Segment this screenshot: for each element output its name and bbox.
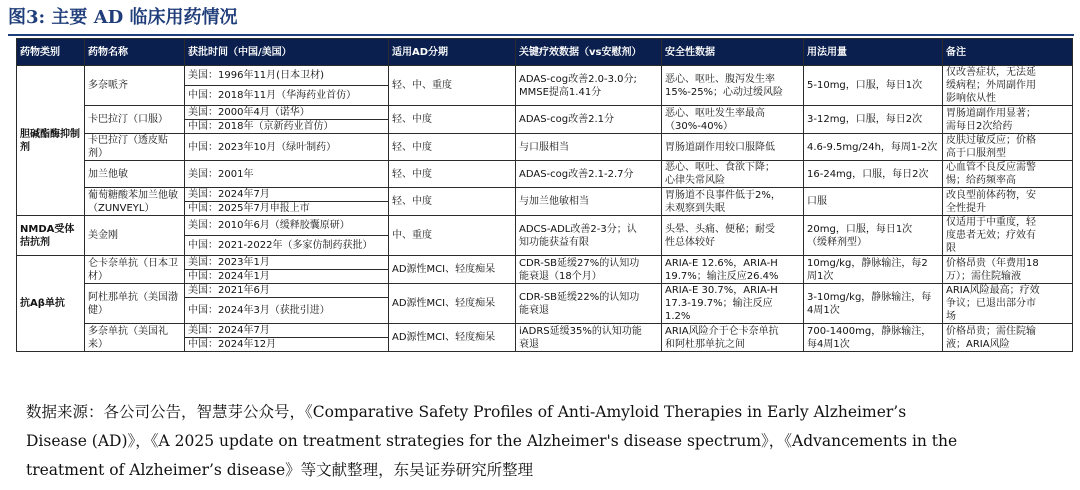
drug-name-cell: 仑卡奈单抗（日本卫材） [85, 256, 185, 284]
cell-text: 4.6-9.5mg/24h，每周1-2次 [807, 141, 938, 153]
cell-text: 美国：2000年4月（诺华） [188, 107, 310, 118]
cell-text: 中国：2023年10月（绿叶制药） [188, 141, 337, 153]
drug-name-cell: 多奈哌齐 [85, 66, 185, 106]
cell-text: 17.3-19.7%；输注反应 [665, 298, 773, 309]
cell-text: 美国：2023年1月 [188, 257, 270, 268]
cell-text: 心血管不良反应需警 [946, 162, 1036, 173]
cell-text: 场 [946, 311, 956, 322]
column-header: 药物名称 [85, 39, 185, 66]
dosage-cell [804, 284, 943, 324]
table-row [17, 216, 1073, 236]
approval-cell [185, 216, 389, 236]
dosage-cell [804, 324, 943, 352]
cell-text: 4周1次 [807, 304, 840, 316]
figure-title: 图3: 主要 AD 临床用药情况 [8, 7, 238, 28]
column-header: 获批时间（中国/美国） [185, 39, 389, 66]
cell-text: 10mg/kg，静脉输注，每2 [807, 257, 928, 269]
dosage-cell [804, 106, 943, 134]
table-row [17, 106, 1073, 120]
efficacy-cell [516, 324, 662, 352]
cell-text: 和阿杜那单抗之间 [665, 338, 745, 350]
safety-cell [662, 134, 804, 161]
drug-name-cell: 美金刚 [85, 216, 185, 256]
cell-text: 仅改善症状，无法延 [946, 67, 1036, 78]
drug-name-cell: 卡巴拉汀（口服） [85, 106, 185, 134]
approval-cell [185, 256, 389, 270]
notes-cell [943, 324, 1073, 352]
cell-text: ADAS-cog改善2.0-3.0分; [519, 73, 637, 85]
dosage-cell [804, 256, 943, 284]
source-note [26, 398, 1066, 485]
notes-cell [943, 256, 1073, 284]
cell-text: 惕；给药频率高 [946, 175, 1016, 186]
category-cell: 抗Aβ单抗 [17, 256, 85, 352]
cell-text: ARIA-E 30.7%，ARIA-H [665, 285, 778, 296]
approval-cell [185, 134, 389, 161]
approval-cell [185, 236, 389, 256]
cell-text: 周1次 [807, 270, 834, 282]
table-body [17, 66, 1073, 352]
approval-cell [185, 270, 389, 284]
cell-text: 3-10mg/kg，静脉输注，每 [807, 291, 932, 303]
notes-cell [943, 106, 1073, 134]
cell-text: 价格昂贵；需住院输 [946, 325, 1036, 337]
efficacy-cell [516, 284, 662, 324]
cell-text: 美国：2024年7月 [188, 189, 270, 200]
cell-text: 5-10mg，口服，每日1次 [807, 80, 923, 91]
cell-text: （缓释剂型） [807, 236, 867, 248]
cell-text: 争议；已退出部分市 [946, 298, 1036, 309]
cell-text: 知功能获益有限 [519, 236, 589, 248]
drug-table [16, 38, 1073, 352]
cell-text: 胃肠道副作用较口服降低 [665, 141, 775, 153]
approval-cell [185, 338, 389, 352]
cell-text: 头晕、头痛、便秘；耐受 [665, 223, 775, 235]
cell-text: （30%-40%） [665, 120, 734, 132]
table-row [17, 256, 1073, 270]
cell-text: 700-1400mg，静脉输注， [807, 325, 932, 337]
cell-text: ARIA-E 12.6%，ARIA-H [665, 257, 778, 269]
approval-cell [185, 202, 389, 216]
safety-cell [662, 256, 804, 284]
approval-cell [185, 66, 389, 86]
cell-text: 美国：2024年7月 [188, 325, 270, 336]
drug-name-cell: 阿杜那单抗（美国渤健） [85, 284, 185, 324]
table-row [17, 188, 1073, 202]
source-line: 数据来源：各公司公告，智慧芽公众号，《Comparative Safety Profiles of Anti-Amyloid Therapies in Early Alzheimer’s [26, 403, 907, 421]
drug-name-cell: 加兰他敏 [85, 161, 185, 188]
stage-cell: AD源性MCI、轻度痴呆 [389, 284, 516, 324]
notes-cell [943, 188, 1073, 216]
cell-text: 全性提升 [946, 202, 986, 214]
cell-text: 皮肤过敏反应；价格 [946, 135, 1036, 146]
stage-cell: AD源性MCI、轻度痴呆 [389, 324, 516, 352]
cell-text: 16-24mg，口服，每日2次 [807, 168, 929, 180]
cell-text: 恶心、呕吐、食欲下降； [665, 162, 775, 173]
cell-text: 中国：2021-2022年（多家仿制药获批） [188, 240, 373, 251]
efficacy-cell [516, 161, 662, 188]
category-cell: NMDA受体拮抗剂 [17, 216, 85, 256]
cell-text: 中国：2018年（京新药业首仿） [188, 121, 334, 132]
column-header: 关键疗效数据（vs安慰剂） [516, 39, 662, 66]
cell-text: ADAS-cog改善2.1分 [519, 114, 615, 125]
dosage-cell [804, 66, 943, 106]
stage-cell: 轻、中、重度 [389, 66, 516, 106]
approval-cell [185, 161, 389, 188]
table-row [17, 134, 1073, 161]
notes-cell [943, 161, 1073, 188]
efficacy-cell [516, 188, 662, 216]
notes-cell [943, 66, 1073, 106]
column-header: 药物类别 [17, 39, 85, 66]
cell-text: ADCS-ADL改善2-3分；认 [519, 223, 637, 235]
dosage-cell [804, 216, 943, 256]
cell-text: 中国：2024年12月 [188, 339, 277, 350]
cell-text: iADRS延缓35%的认知功能 [519, 325, 642, 337]
dosage-cell [804, 134, 943, 161]
cell-text: ARIA风险最高；疗效 [946, 285, 1040, 296]
cell-text: 缓病程；外周副作用 [946, 80, 1036, 91]
efficacy-cell [516, 256, 662, 284]
cell-text: 胃肠道不良事件低于2%， [665, 189, 781, 201]
column-header: 备注 [943, 39, 1073, 66]
cell-text: 恶心、呕吐、腹泻发生率 [665, 73, 775, 85]
safety-cell [662, 284, 804, 324]
approval-cell [185, 120, 389, 134]
cell-text: CDR-SB延缓27%的认知功 [519, 257, 640, 269]
cell-text: 19.7%；输注反应26.4% [665, 270, 779, 282]
efficacy-cell [516, 66, 662, 106]
cell-text: 美国：2010年6月（缓释胶囊原研） [188, 220, 350, 231]
cell-text: 能衰退（18个月） [519, 270, 602, 282]
stage-cell: 轻、中度 [389, 134, 516, 161]
cell-text: 每4周1次 [807, 338, 850, 350]
safety-cell [662, 216, 804, 256]
cell-text: 影响依从性 [946, 93, 996, 104]
cell-text: 改良型前体药物，安 [946, 189, 1036, 201]
stage-cell: 轻、中度 [389, 106, 516, 134]
cell-text: CDR-SB延缓22%的认知功 [519, 291, 640, 303]
cell-text: 美国：2021年6月 [188, 285, 270, 296]
cell-text: 1.2% [665, 311, 691, 322]
column-header: 安全性数据 [662, 39, 804, 66]
efficacy-cell [516, 134, 662, 161]
approval-cell [185, 106, 389, 120]
stage-cell: 中、重度 [389, 216, 516, 256]
safety-cell [662, 161, 804, 188]
table-row [17, 161, 1073, 188]
notes-cell [943, 216, 1073, 256]
cell-text: 能衰退 [519, 304, 549, 316]
cell-text: 美国：2001年 [188, 168, 254, 180]
approval-cell [185, 188, 389, 202]
cell-text: 高于口服剂型 [946, 148, 1006, 159]
cell-text: 未观察到失眠 [665, 202, 725, 214]
approval-cell [185, 298, 389, 324]
category-cell: 胆碱酯酶抑制剂 [17, 66, 85, 216]
cell-text: 中国：2024年1月 [188, 271, 270, 282]
source-line: treatment of Alzheimer’s disease》等文献整理，东吴证券研究所整理 [26, 461, 534, 479]
cell-text: 需每日2次给药 [946, 120, 1013, 132]
header-row [17, 39, 1073, 66]
cell-text: 中国：2024年3月（获批引进） [188, 305, 330, 316]
column-header: 适用AD分期 [389, 39, 516, 66]
cell-text: 万）；需住院输液 [946, 270, 1021, 282]
column-header: 用法用量 [804, 39, 943, 66]
cell-text: 与加兰他敏相当 [519, 196, 589, 207]
cell-text: 3-12mg，口服，每日2次 [807, 114, 923, 125]
safety-cell [662, 324, 804, 352]
drug-name-cell: 葡萄糖酸苯加兰他敏（ZUNVEYL） [85, 188, 185, 216]
cell-text: 20mg，口服，每日1次 [807, 223, 913, 235]
notes-cell [943, 284, 1073, 324]
dosage-cell [804, 188, 943, 216]
cell-text: 性总体较好 [665, 236, 715, 248]
cell-text: 恶心、呕吐发生率最高 [665, 107, 765, 119]
cell-text: 胃肠道副作用显著； [946, 107, 1036, 119]
cell-text: 衰退 [519, 338, 539, 350]
stage-cell: 轻、中度 [389, 161, 516, 188]
cell-text: 心律失常风险 [665, 175, 725, 186]
approval-cell [185, 86, 389, 106]
cell-text: ARIA风险介于仑卡奈单抗 [665, 325, 779, 337]
stage-cell: 轻、中度 [389, 188, 516, 216]
notes-cell [943, 134, 1073, 161]
cell-text: 美国：1996年11月(日本卫材) [188, 70, 324, 81]
safety-cell [662, 188, 804, 216]
stage-cell: AD源性MCI、轻度痴呆 [389, 256, 516, 284]
table-row [17, 284, 1073, 298]
safety-cell [662, 106, 804, 134]
cell-text: MMSE提高1.41分 [519, 86, 602, 98]
cell-text: 口服 [807, 196, 827, 207]
cell-text: 液；ARIA风险 [946, 338, 1010, 350]
title-divider [8, 34, 1074, 36]
cell-text: 与口服相当 [519, 141, 569, 153]
drug-name-cell: 多奈单抗（美国礼来） [85, 324, 185, 352]
efficacy-cell [516, 216, 662, 256]
dosage-cell [804, 161, 943, 188]
cell-text: ADAS-cog改善2.1-2.7分 [519, 168, 634, 180]
approval-cell [185, 284, 389, 298]
cell-text: 中国：2018年11月（华海药业首仿） [188, 90, 357, 101]
cell-text: 15%-25%；心动过缓风险 [665, 86, 784, 98]
source-line: Disease (AD)》，《A 2025 update on treatment strategies for the Alzheimer's disease spectrum》，《Advancements in the [26, 432, 958, 450]
approval-cell [185, 324, 389, 338]
cell-text: 仅适用于中重度，轻 [946, 217, 1036, 228]
cell-text: 限 [946, 243, 956, 254]
safety-cell [662, 66, 804, 106]
table-row [17, 324, 1073, 338]
cell-text: 中国：2025年7月申报上市 [188, 203, 310, 214]
table-row [17, 66, 1073, 86]
cell-text: 价格昂贵（年费用18 [946, 257, 1039, 269]
efficacy-cell [516, 106, 662, 134]
drug-name-cell: 卡巴拉汀（透皮贴剂） [85, 134, 185, 161]
cell-text: 度患者无效；疗效有 [946, 230, 1036, 241]
